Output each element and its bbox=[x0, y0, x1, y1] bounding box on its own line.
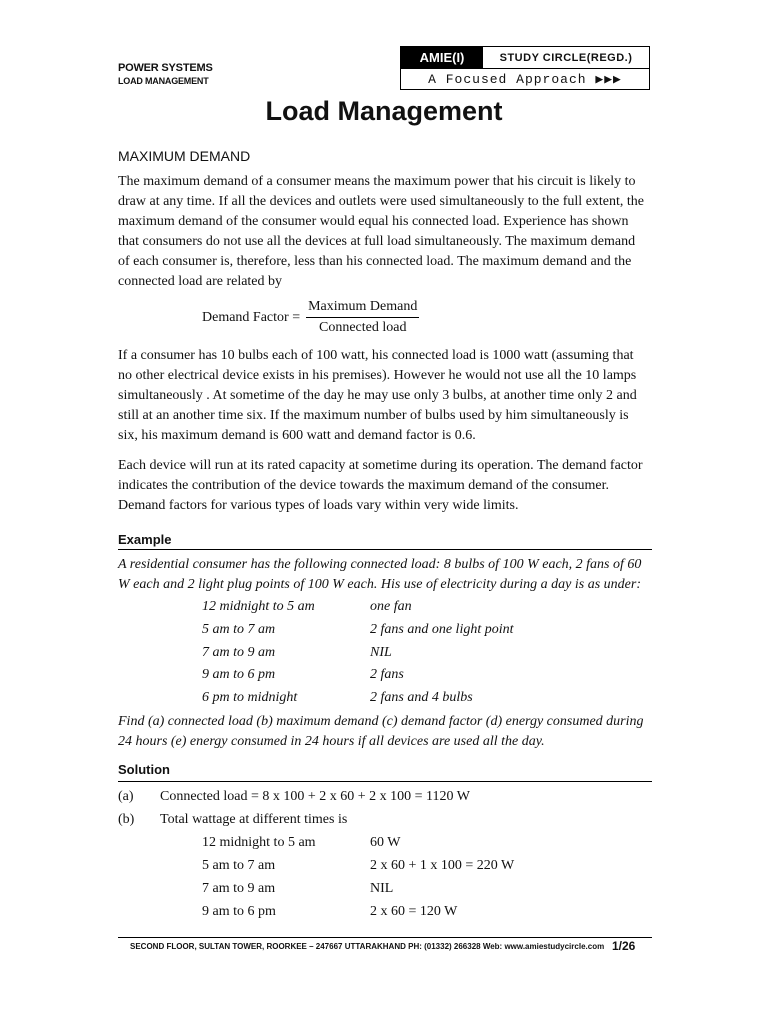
example-divider bbox=[118, 549, 652, 550]
formula-lhs: Demand Factor = bbox=[202, 309, 301, 325]
amie-badge bbox=[400, 46, 650, 90]
paragraph-line: Demand factors for various types of loads vary within very wide limits. bbox=[118, 498, 519, 513]
paragraph-line: indicates the contribution of the device towards the maximum demand of the consumer. bbox=[118, 478, 610, 493]
paragraph-line: connected load are related by bbox=[118, 274, 283, 289]
solution-divider bbox=[118, 781, 652, 782]
subject-header bbox=[118, 62, 213, 88]
section-heading-solution: Solution bbox=[118, 762, 170, 777]
wattage-value: NIL bbox=[370, 881, 394, 896]
usage-time: 9 am to 6 pm bbox=[202, 667, 276, 682]
solution-label-a: (a) bbox=[118, 789, 134, 804]
maximum-demand-paragraph bbox=[118, 172, 652, 292]
solution-text-b: Total wattage at different times is bbox=[160, 812, 348, 827]
paragraph-line: Find (a) connected load (b) maximum demand (c) demand factor (d) energy consumed during bbox=[118, 714, 644, 729]
paragraph-line: The maximum demand of a consumer means the maximum power that his circuit is likely to bbox=[118, 174, 636, 189]
page-number: 1/26 bbox=[612, 939, 636, 953]
section-heading-maximum-demand: MAXIMUM DEMAND bbox=[118, 148, 251, 164]
wattage-value: 2 x 60 + 1 x 100 = 220 W bbox=[370, 858, 515, 873]
section-heading-example: Example bbox=[118, 532, 172, 547]
paragraph-line: no other electrical device exists in his premises). However he would not use all the 10 lamps bbox=[118, 368, 637, 383]
usage-time: 12 midnight to 5 am bbox=[202, 599, 315, 614]
wattage-time: 9 am to 6 pm bbox=[202, 904, 276, 919]
usage-time: 5 am to 7 am bbox=[202, 622, 276, 637]
paragraph-line: A residential consumer has the following connected load: 8 bulbs of 100 W each, 2 fans of 60 bbox=[118, 557, 642, 572]
device-capacity-paragraph bbox=[118, 456, 652, 516]
example-intro bbox=[118, 555, 652, 595]
wattage-time: 5 am to 7 am bbox=[202, 858, 276, 873]
badge-study-circle-label: STUDY CIRCLE(REGD.) bbox=[499, 51, 633, 64]
usage-load: 2 fans and one light point bbox=[370, 622, 514, 637]
solution-text-a: Connected load = 8 x 100 + 2 x 60 + 2 x 100 = 1120 W bbox=[160, 789, 470, 804]
bulbs-example-paragraph bbox=[118, 346, 652, 446]
paragraph-line: draw at any time. If all the devices and outlets were used simultaneously to the full extent, the bbox=[118, 194, 645, 209]
paragraph-line: 24 hours (e) energy consumed in 24 hours if all devices are used all the day. bbox=[118, 734, 545, 749]
usage-load: 2 fans bbox=[370, 667, 404, 682]
usage-time: 7 am to 9 am bbox=[202, 645, 276, 660]
subject-name: POWER SYSTEMS bbox=[118, 62, 213, 74]
paragraph-line: W each and 2 light plug points of 100 W each. His use of electricity during a day is as under: bbox=[118, 577, 641, 592]
formula-numerator: Maximum Demand bbox=[306, 299, 419, 318]
wattage-time: 12 midnight to 5 am bbox=[202, 835, 316, 850]
paragraph-line: that consumers do not use all the devices at full load simultaneously. The maximum demand bbox=[118, 234, 636, 249]
usage-load: one fan bbox=[370, 599, 412, 614]
usage-load: 2 fans and 4 bulbs bbox=[370, 690, 473, 705]
page-title: Load Management bbox=[265, 96, 503, 126]
paragraph-line: of each consumer is, therefore, less than his connected load. The maximum demand and the bbox=[118, 254, 632, 269]
paragraph-line: six, his maximum demand is 600 watt and demand factor is 0.6. bbox=[118, 428, 476, 443]
topic-name: LOAD MANAGEMENT bbox=[118, 76, 209, 86]
example-question bbox=[118, 712, 652, 752]
paragraph-line: If a consumer has 10 bulbs each of 100 watt, his connected load is 1000 watt (assuming that bbox=[118, 348, 634, 363]
paragraph-line: still at an another time six. If the maximum number of bulbs used by him simultaneously is bbox=[118, 408, 629, 423]
wattage-value: 2 x 60 = 120 W bbox=[370, 904, 458, 919]
wattage-value: 60 W bbox=[370, 835, 401, 850]
paragraph-line: Each device will run at its rated capacity at sometime during its operation. The demand factor bbox=[118, 458, 643, 473]
wattage-time: 7 am to 9 am bbox=[202, 881, 276, 896]
demand-factor-formula bbox=[202, 299, 419, 336]
usage-load: NIL bbox=[370, 645, 392, 660]
usage-time: 6 pm to midnight bbox=[202, 690, 298, 705]
badge-tagline: A Focused Approach ▶▶▶ bbox=[401, 68, 649, 89]
formula-denominator: Connected load bbox=[318, 320, 407, 335]
badge-amie-label: AMIE(I) bbox=[401, 47, 483, 68]
footer-divider bbox=[118, 937, 652, 938]
footer-address: SECOND FLOOR, SULTAN TOWER, ROORKEE – 247667 UTTARAKHAND PH: (01332) 266328 Web: www.amiestudycircle.com bbox=[130, 942, 605, 951]
paragraph-line: maximum demand of the consumer would equal his connected load. Experience has shown bbox=[118, 214, 629, 229]
paragraph-line: simultaneously . At sometime of the day he may use only 3 bulbs, at another time only 2 and bbox=[118, 388, 637, 403]
solution-label-b: (b) bbox=[118, 812, 135, 827]
